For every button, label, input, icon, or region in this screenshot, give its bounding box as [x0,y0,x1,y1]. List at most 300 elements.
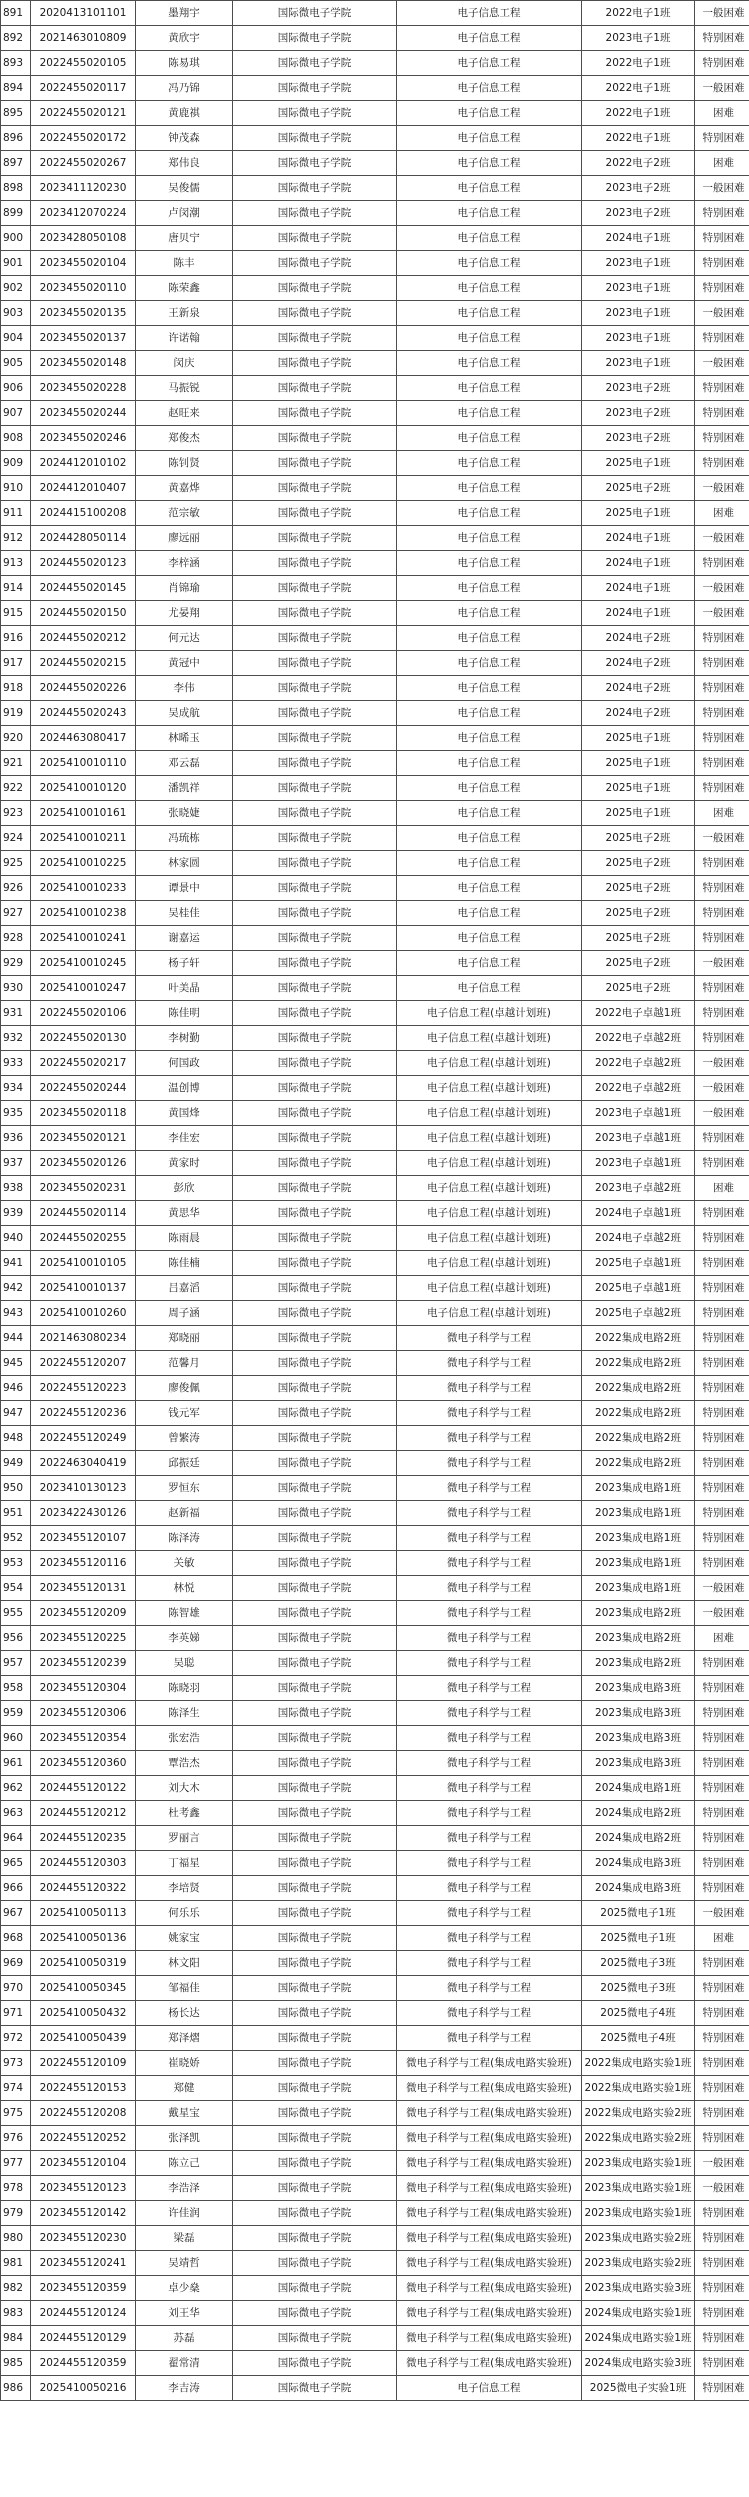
student-id-cell: 2024455120359 [31,2351,136,2376]
student-id-cell: 2025410050345 [31,1976,136,2001]
major-cell: 电子信息工程 [397,101,582,126]
student-name-cell: 刘王华 [136,2301,233,2326]
class-cell: 2025电子卓越2班 [582,1301,695,1326]
difficulty-level-cell: 特别困难 [695,126,749,151]
major-cell: 电子信息工程 [397,801,582,826]
class-cell: 2023集成电路2班 [582,1601,695,1626]
row-number-cell: 921 [1,751,31,776]
student-id-cell: 2023455020246 [31,426,136,451]
row-number-cell: 908 [1,426,31,451]
table-row [1,951,749,976]
college-cell: 国际微电子学院 [233,2026,397,2051]
student-id-cell: 2022455120207 [31,1351,136,1376]
major-cell: 电子信息工程 [397,901,582,926]
row-number-cell: 928 [1,926,31,951]
table-row [1,1201,749,1226]
major-cell: 电子信息工程 [397,951,582,976]
student-id-cell: 2023455120304 [31,1676,136,1701]
student-name-cell: 廖俊佩 [136,1376,233,1401]
row-number-cell: 894 [1,76,31,101]
table-row [1,601,749,626]
table-row [1,1851,749,1876]
row-number-cell: 965 [1,1851,31,1876]
student-id-cell: 2023455120239 [31,1651,136,1676]
student-id-cell: 2022455020267 [31,151,136,176]
major-cell: 电子信息工程 [397,676,582,701]
class-cell: 2022集成电路实验1班 [582,2051,695,2076]
row-number-cell: 903 [1,301,31,326]
table-row [1,826,749,851]
major-cell: 微电子科学与工程 [397,1726,582,1751]
class-cell: 2025电子1班 [582,451,695,476]
student-name-cell: 罗恒东 [136,1476,233,1501]
major-cell: 微电子科学与工程(集成电路实验班) [397,2076,582,2101]
student-id-cell: 2023455120142 [31,2201,136,2226]
table-row [1,251,749,276]
college-cell: 国际微电子学院 [233,1251,397,1276]
table-row [1,2201,749,2226]
college-cell: 国际微电子学院 [233,851,397,876]
major-cell: 电子信息工程 [397,501,582,526]
major-cell: 电子信息工程 [397,26,582,51]
student-id-cell: 2024455020226 [31,676,136,701]
class-cell: 2024电子1班 [582,601,695,626]
student-id-cell: 2025410010245 [31,951,136,976]
college-cell: 国际微电子学院 [233,1676,397,1701]
row-number-cell: 971 [1,2001,31,2026]
difficulty-level-cell: 特别困难 [695,1201,749,1226]
difficulty-level-cell: 特别困难 [695,1976,749,2001]
class-cell: 2024集成电路3班 [582,1851,695,1876]
major-cell: 电子信息工程 [397,401,582,426]
class-cell: 2023集成电路3班 [582,1676,695,1701]
major-cell: 微电子科学与工程(集成电路实验班) [397,2276,582,2301]
difficulty-level-cell: 一般困难 [695,176,749,201]
difficulty-level-cell: 困难 [695,1926,749,1951]
table-row [1,851,749,876]
college-cell: 国际微电子学院 [233,51,397,76]
student-id-cell: 2023455020148 [31,351,136,376]
class-cell: 2024电子卓越2班 [582,1226,695,1251]
college-cell: 国际微电子学院 [233,451,397,476]
class-cell: 2023集成电路3班 [582,1701,695,1726]
table-row [1,401,749,426]
student-id-cell: 2023455120104 [31,2151,136,2176]
class-cell: 2023集成电路实验1班 [582,2151,695,2176]
major-cell: 电子信息工程 [397,601,582,626]
difficulty-level-cell: 特别困难 [695,1026,749,1051]
college-cell: 国际微电子学院 [233,351,397,376]
class-cell: 2025微电子4班 [582,2001,695,2026]
difficulty-level-cell: 困难 [695,1626,749,1651]
class-cell: 2023集成电路2班 [582,1651,695,1676]
table-row [1,226,749,251]
difficulty-level-cell: 一般困难 [695,1901,749,1926]
student-id-cell: 2025410010247 [31,976,136,1001]
student-name-cell: 林家圆 [136,851,233,876]
difficulty-level-cell: 一般困难 [695,601,749,626]
major-cell: 微电子科学与工程 [397,1476,582,1501]
college-cell: 国际微电子学院 [233,1801,397,1826]
table-row [1,1901,749,1926]
class-cell: 2023电子1班 [582,351,695,376]
major-cell: 微电子科学与工程 [397,1626,582,1651]
student-name-cell: 陈佳楠 [136,1251,233,1276]
difficulty-level-cell: 特别困难 [695,1701,749,1726]
student-name-cell: 邹福佳 [136,1976,233,2001]
class-cell: 2023电子1班 [582,301,695,326]
student-name-cell: 赵旺来 [136,401,233,426]
college-cell: 国际微电子学院 [233,1901,397,1926]
student-name-cell: 郑晓丽 [136,1326,233,1351]
class-cell: 2023集成电路实验2班 [582,2251,695,2276]
major-cell: 电子信息工程 [397,926,582,951]
table-row [1,1601,749,1626]
table-row [1,1076,749,1101]
class-cell: 2023集成电路实验1班 [582,2201,695,2226]
class-cell: 2025电子1班 [582,751,695,776]
student-name-cell: 谢嘉运 [136,926,233,951]
college-cell: 国际微电子学院 [233,76,397,101]
student-id-cell: 2025410050319 [31,1951,136,1976]
row-number-cell: 947 [1,1401,31,1426]
table-row [1,1051,749,1076]
difficulty-level-cell: 特别困难 [695,626,749,651]
difficulty-level-cell: 特别困难 [695,26,749,51]
major-cell: 微电子科学与工程 [397,2026,582,2051]
table-row [1,651,749,676]
row-number-cell: 895 [1,101,31,126]
class-cell: 2025微电子1班 [582,1901,695,1926]
college-cell: 国际微电子学院 [233,1401,397,1426]
row-number-cell: 944 [1,1326,31,1351]
difficulty-level-cell: 特别困难 [695,701,749,726]
row-number-cell: 891 [1,1,31,26]
row-number-cell: 912 [1,526,31,551]
difficulty-level-cell: 特别困难 [695,1826,749,1851]
table-row [1,2251,749,2276]
college-cell: 国际微电子学院 [233,551,397,576]
row-number-cell: 954 [1,1576,31,1601]
college-cell: 国际微电子学院 [233,176,397,201]
major-cell: 电子信息工程 [397,76,582,101]
major-cell: 电子信息工程 [397,751,582,776]
row-number-cell: 896 [1,126,31,151]
student-id-cell: 2023455120123 [31,2176,136,2201]
student-name-cell: 赵新福 [136,1501,233,1526]
student-id-cell: 2023412070224 [31,201,136,226]
college-cell: 国际微电子学院 [233,2076,397,2101]
student-name-cell: 闵庆 [136,351,233,376]
difficulty-level-cell: 特别困难 [695,1276,749,1301]
table-body [1,1,749,2401]
student-name-cell: 钟茂森 [136,126,233,151]
table-row [1,1,749,26]
student-name-cell: 尤晏翔 [136,601,233,626]
college-cell: 国际微电子学院 [233,226,397,251]
difficulty-level-cell: 特别困难 [695,651,749,676]
difficulty-level-cell: 特别困难 [695,376,749,401]
class-cell: 2023电子1班 [582,326,695,351]
student-name-cell: 戴星宝 [136,2101,233,2126]
row-number-cell: 958 [1,1676,31,1701]
college-cell: 国际微电子学院 [233,1076,397,1101]
difficulty-level-cell: 特别困难 [695,51,749,76]
major-cell: 电子信息工程 [397,1,582,26]
class-cell: 2024集成电路实验3班 [582,2351,695,2376]
major-cell: 微电子科学与工程 [397,1676,582,1701]
table-row [1,1476,749,1501]
class-cell: 2024电子2班 [582,651,695,676]
row-number-cell: 951 [1,1501,31,1526]
student-name-cell: 李梓涵 [136,551,233,576]
row-number-cell: 968 [1,1926,31,1951]
table-row [1,626,749,651]
student-name-cell: 姚家宝 [136,1926,233,1951]
student-id-cell: 2022463040419 [31,1451,136,1476]
college-cell: 国际微电子学院 [233,2351,397,2376]
table-row [1,551,749,576]
college-cell: 国际微电子学院 [233,1951,397,1976]
row-number-cell: 916 [1,626,31,651]
row-number-cell: 936 [1,1126,31,1151]
student-id-cell: 2024455020212 [31,626,136,651]
college-cell: 国际微电子学院 [233,101,397,126]
student-id-cell: 2023455020104 [31,251,136,276]
student-id-cell: 2024455120303 [31,1851,136,1876]
college-cell: 国际微电子学院 [233,1551,397,1576]
student-name-cell: 彭欣 [136,1176,233,1201]
student-name-cell: 黄家时 [136,1151,233,1176]
student-id-cell: 2022455120109 [31,2051,136,2076]
college-cell: 国际微电子学院 [233,1026,397,1051]
student-id-cell: 2024455020150 [31,601,136,626]
student-id-cell: 2025410050432 [31,2001,136,2026]
student-name-cell: 陈智雄 [136,1601,233,1626]
row-number-cell: 975 [1,2101,31,2126]
student-name-cell: 何国政 [136,1051,233,1076]
row-number-cell: 893 [1,51,31,76]
class-cell: 2023电子1班 [582,251,695,276]
major-cell: 电子信息工程(卓越计划班) [397,1226,582,1251]
difficulty-level-cell: 困难 [695,801,749,826]
student-id-cell: 2025410050136 [31,1926,136,1951]
major-cell: 微电子科学与工程(集成电路实验班) [397,2126,582,2151]
row-number-cell: 950 [1,1476,31,1501]
class-cell: 2025微电子3班 [582,1976,695,2001]
class-cell: 2022集成电路2班 [582,1351,695,1376]
student-name-cell: 吴俊儒 [136,176,233,201]
student-name-cell: 吴聪 [136,1651,233,1676]
student-name-cell: 覃浩杰 [136,1751,233,1776]
student-name-cell: 李英娣 [136,1626,233,1651]
row-number-cell: 901 [1,251,31,276]
class-cell: 2022电子卓越1班 [582,1001,695,1026]
student-name-cell: 翟常清 [136,2351,233,2376]
student-id-cell: 2024455120124 [31,2301,136,2326]
class-cell: 2022电子1班 [582,101,695,126]
table-row [1,126,749,151]
major-cell: 电子信息工程 [397,51,582,76]
student-id-cell: 2023455120107 [31,1526,136,1551]
row-number-cell: 925 [1,851,31,876]
difficulty-level-cell: 特别困难 [695,2051,749,2076]
major-cell: 电子信息工程 [397,526,582,551]
table-row [1,901,749,926]
class-cell: 2023电子卓越1班 [582,1126,695,1151]
major-cell: 微电子科学与工程 [397,1376,582,1401]
college-cell: 国际微电子学院 [233,726,397,751]
student-id-cell: 2023455120359 [31,2276,136,2301]
student-id-cell: 2023455120131 [31,1576,136,1601]
college-cell: 国际微电子学院 [233,1451,397,1476]
student-id-cell: 2023455120116 [31,1551,136,1576]
college-cell: 国际微电子学院 [233,626,397,651]
table-row [1,751,749,776]
major-cell: 电子信息工程 [397,576,582,601]
row-number-cell: 983 [1,2301,31,2326]
difficulty-level-cell: 特别困难 [695,2226,749,2251]
college-cell: 国际微电子学院 [233,2151,397,2176]
row-number-cell: 969 [1,1951,31,1976]
difficulty-level-cell: 特别困难 [695,726,749,751]
difficulty-level-cell: 特别困难 [695,2001,749,2026]
class-cell: 2023集成电路1班 [582,1501,695,1526]
table-row [1,701,749,726]
row-number-cell: 946 [1,1376,31,1401]
row-number-cell: 959 [1,1701,31,1726]
college-cell: 国际微电子学院 [233,26,397,51]
college-cell: 国际微电子学院 [233,401,397,426]
row-number-cell: 976 [1,2126,31,2151]
major-cell: 电子信息工程 [397,226,582,251]
table-row [1,1701,749,1726]
college-cell: 国际微电子学院 [233,126,397,151]
table-row [1,376,749,401]
table-row [1,2051,749,2076]
major-cell: 微电子科学与工程 [397,1876,582,1901]
student-id-cell: 2023428050108 [31,226,136,251]
major-cell: 电子信息工程(卓越计划班) [397,1276,582,1301]
row-number-cell: 982 [1,2276,31,2301]
student-name-cell: 何元达 [136,626,233,651]
student-id-cell: 2024463080417 [31,726,136,751]
major-cell: 微电子科学与工程(集成电路实验班) [397,2326,582,2351]
table-row [1,1251,749,1276]
class-cell: 2025电子1班 [582,801,695,826]
difficulty-level-cell: 特别困难 [695,2076,749,2101]
student-id-cell: 2024455120212 [31,1801,136,1826]
table-row [1,1676,749,1701]
student-name-cell: 邱振廷 [136,1451,233,1476]
difficulty-level-cell: 一般困难 [695,476,749,501]
difficulty-level-cell: 特别困难 [695,326,749,351]
college-cell: 国际微电子学院 [233,151,397,176]
difficulty-level-cell: 特别困难 [695,2351,749,2376]
difficulty-level-cell: 特别困难 [695,901,749,926]
difficulty-level-cell: 特别困难 [695,1526,749,1551]
college-cell: 国际微电子学院 [233,2126,397,2151]
college-cell: 国际微电子学院 [233,1426,397,1451]
student-id-cell: 2023455120306 [31,1701,136,1726]
table-row [1,2076,749,2101]
row-number-cell: 922 [1,776,31,801]
row-number-cell: 966 [1,1876,31,1901]
class-cell: 2024集成电路3班 [582,1876,695,1901]
major-cell: 电子信息工程 [397,151,582,176]
student-id-cell: 2022455020106 [31,1001,136,1026]
row-number-cell: 923 [1,801,31,826]
difficulty-level-cell: 特别困难 [695,926,749,951]
student-name-cell: 马振锐 [136,376,233,401]
class-cell: 2025电子2班 [582,951,695,976]
difficulty-level-cell: 特别困难 [695,1426,749,1451]
class-cell: 2023电子2班 [582,426,695,451]
student-id-cell: 2023455020126 [31,1151,136,1176]
major-cell: 微电子科学与工程 [397,1951,582,1976]
major-cell: 电子信息工程(卓越计划班) [397,1001,582,1026]
college-cell: 国际微电子学院 [233,2301,397,2326]
class-cell: 2023电子2班 [582,176,695,201]
difficulty-level-cell: 困难 [695,501,749,526]
row-number-cell: 949 [1,1451,31,1476]
row-number-cell: 970 [1,1976,31,2001]
student-name-cell: 陈易琪 [136,51,233,76]
major-cell: 微电子科学与工程 [397,1576,582,1601]
student-id-cell: 2025410010110 [31,751,136,776]
student-name-cell: 陈晓羽 [136,1676,233,1701]
student-name-cell: 冯乃锦 [136,76,233,101]
difficulty-level-cell: 特别困难 [695,551,749,576]
class-cell: 2023电子1班 [582,26,695,51]
difficulty-level-cell: 困难 [695,151,749,176]
student-id-cell: 2025410010120 [31,776,136,801]
major-cell: 微电子科学与工程(集成电路实验班) [397,2101,582,2126]
student-name-cell: 杨长达 [136,2001,233,2026]
row-number-cell: 899 [1,201,31,226]
college-cell: 国际微电子学院 [233,676,397,701]
difficulty-level-cell: 特别困难 [695,1801,749,1826]
student-name-cell: 杜考鑫 [136,1801,233,1826]
table-row [1,351,749,376]
student-id-cell: 2023455020228 [31,376,136,401]
major-cell: 微电子科学与工程 [397,1826,582,1851]
row-number-cell: 955 [1,1601,31,1626]
college-cell: 国际微电子学院 [233,1201,397,1226]
class-cell: 2022电子卓越2班 [582,1026,695,1051]
class-cell: 2022集成电路2班 [582,1376,695,1401]
difficulty-level-cell: 特别困难 [695,1001,749,1026]
class-cell: 2022电子1班 [582,76,695,101]
table-row [1,201,749,226]
college-cell: 国际微电子学院 [233,2051,397,2076]
student-name-cell: 郑俊杰 [136,426,233,451]
student-id-cell: 2022455020217 [31,1051,136,1076]
table-row [1,451,749,476]
difficulty-level-cell: 特别困难 [695,1676,749,1701]
table-row [1,1801,749,1826]
student-name-cell: 陈丰 [136,251,233,276]
student-name-cell: 郑伟良 [136,151,233,176]
major-cell: 微电子科学与工程(集成电路实验班) [397,2226,582,2251]
student-id-cell: 2024455020123 [31,551,136,576]
class-cell: 2023集成电路1班 [582,1576,695,1601]
student-name-cell: 林悦 [136,1576,233,1601]
table-row [1,1026,749,1051]
row-number-cell: 906 [1,376,31,401]
college-cell: 国际微电子学院 [233,776,397,801]
student-name-cell: 冯琉栋 [136,826,233,851]
